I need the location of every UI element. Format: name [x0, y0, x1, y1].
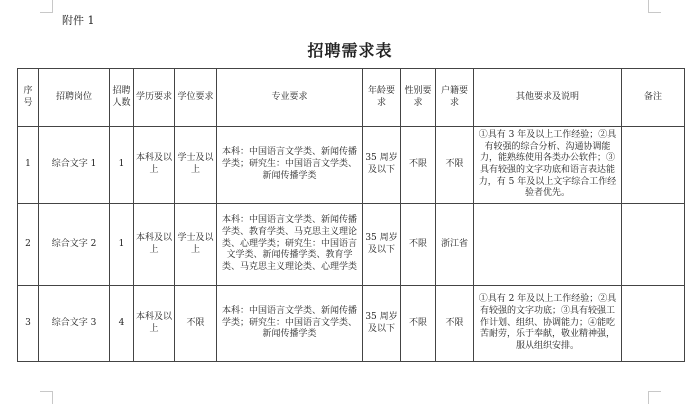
crop-mark-top-left [40, 0, 53, 13]
cell-count: 1 [110, 204, 134, 286]
cell-count: 4 [110, 286, 134, 362]
recruitment-table [17, 68, 685, 362]
header-gender: 性别要求 [401, 69, 436, 127]
document-title: 招聘需求表 [307, 41, 393, 60]
crop-mark-bottom-left [40, 391, 53, 404]
cell-major: 本科：中国语言文学类、新闻传播学类；研究生：中国语言文学类、新闻传播学类 [217, 127, 363, 204]
cell-other: ①具有 2 年及以上工作经验；②具有较强的文字功底；③具有较强工作计划、组织、协调能力；④能吃苦耐劳，乐于奉献，敬业精神强，服从组织安排。 [474, 286, 622, 362]
table-row [18, 127, 685, 204]
cell-major: 本科：中国语言文学类、新闻传播学类、教育学类、马克思主义理论类、心理学类；研究生：中国语言文学类、新闻传播学类、教育学类、马克思主义理论类、心理学类 [217, 204, 363, 286]
header-degree: 学位要求 [175, 69, 217, 127]
header-position: 招聘岗位 [39, 69, 110, 127]
header-major: 专业要求 [217, 69, 363, 127]
cell-seq: 2 [18, 204, 39, 286]
cell-education: 本科及以上 [134, 204, 175, 286]
cell-degree: 不限 [175, 286, 217, 362]
crop-mark-top-right [648, 0, 661, 13]
cell-hukou: 不限 [436, 127, 474, 204]
cell-age: 35 周岁及以下 [363, 286, 401, 362]
crop-mark-bottom-right [648, 391, 661, 404]
cell-other [474, 204, 622, 286]
cell-major: 本科：中国语言文学类、新闻传播学类；研究生：中国语言文学类、新闻传播学类 [217, 286, 363, 362]
cell-position: 综合文字 1 [39, 127, 110, 204]
cell-hukou: 浙江省 [436, 204, 474, 286]
header-remarks: 备注 [622, 69, 685, 127]
cell-position: 综合文字 2 [39, 204, 110, 286]
cell-remarks [622, 286, 685, 362]
cell-count: 1 [110, 127, 134, 204]
cell-gender: 不限 [401, 204, 436, 286]
header-age: 年龄要求 [363, 69, 401, 127]
attachment-label: 附件 1 [62, 14, 95, 27]
cell-seq: 1 [18, 127, 39, 204]
cell-position: 综合文字 3 [39, 286, 110, 362]
cell-gender: 不限 [401, 286, 436, 362]
header-other: 其他要求及说明 [474, 69, 622, 127]
cell-remarks [622, 204, 685, 286]
table-row [18, 286, 685, 362]
cell-education: 本科及以上 [134, 286, 175, 362]
header-count: 招聘人数 [110, 69, 134, 127]
cell-degree: 学士及以上 [175, 127, 217, 204]
table-row [18, 204, 685, 286]
header-education: 学历要求 [134, 69, 175, 127]
cell-other: ①具有 3 年及以上工作经验；②具有较强的综合分析、沟通协调能力，能熟练使用各类办公软件；③具有较强的文字功底和语言表达能力，有 5 年及以上文字综合工作经验者优先。 [474, 127, 622, 204]
header-hukou: 户籍要求 [436, 69, 474, 127]
cell-education: 本科及以上 [134, 127, 175, 204]
cell-gender: 不限 [401, 127, 436, 204]
cell-age: 35 周岁及以下 [363, 127, 401, 204]
table-header-row [18, 69, 685, 127]
header-seq: 序号 [18, 69, 39, 127]
cell-hukou: 不限 [436, 286, 474, 362]
cell-remarks [622, 127, 685, 204]
cell-age: 35 周岁及以下 [363, 204, 401, 286]
cell-degree: 学士及以上 [175, 204, 217, 286]
cell-seq: 3 [18, 286, 39, 362]
